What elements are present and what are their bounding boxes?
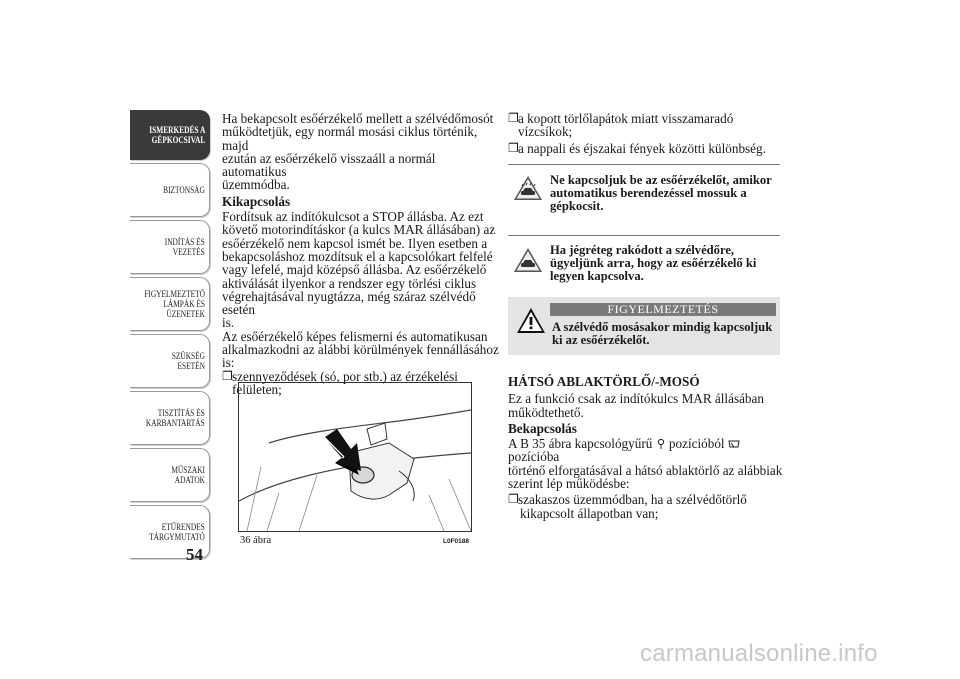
- tab-ismerkedes[interactable]: [130, 110, 210, 160]
- warning-line: automatikus berendezéssel mossuk a: [550, 185, 747, 200]
- exclamation-warning-icon: [516, 307, 546, 334]
- tab-label: ETŰRENDES TÁRGYMUTATÓ: [149, 522, 205, 542]
- car-wash-warning-icon: [513, 175, 543, 201]
- tab-inditas[interactable]: [130, 220, 210, 274]
- warning-text: [550, 244, 756, 282]
- list-item-text: a kopott törlőlapátok miatt visszamaradó vízcsíkok;: [518, 111, 734, 140]
- text-line: [508, 437, 788, 464]
- left-column: [222, 112, 502, 396]
- heading-bekapcsolas: Bekapcsolás: [508, 420, 577, 436]
- watermark: carmanualsonline.info: [640, 640, 878, 667]
- tab-label: SZÜKSÉG ESETÉN: [171, 351, 205, 371]
- text-line: is.: [222, 315, 235, 331]
- caution-box: [508, 297, 780, 355]
- heading-kikapcsolas: Kikapcsolás: [222, 193, 291, 209]
- tab-figyelmezteto[interactable]: [130, 277, 210, 331]
- text-fragment: pozícióból: [668, 436, 725, 452]
- right-column-top: [508, 112, 788, 155]
- text-line: végrehajtásával nyugtázza, még száraz szélvédő esetén: [222, 288, 476, 318]
- list-item-text: szakaszos üzemmódban, ha a szélvédőtörlő: [518, 492, 747, 508]
- figure-illustration: [239, 383, 471, 531]
- page-number: 54: [186, 545, 203, 564]
- text-line: ezután az esőérzékelő visszaáll a normál automatikus: [222, 150, 436, 180]
- list-item: [508, 493, 788, 506]
- text-line: Az esőérzékelő képes felismerni és automatikusan: [222, 328, 488, 344]
- text-line: Ha bekapcsolt esőérzékelő mellett a szélvédőmosót: [222, 111, 494, 126]
- right-column-bottom: [508, 375, 788, 520]
- text-line: történő elforgatásával a hátsó ablaktörlő az alábbiak: [508, 462, 783, 478]
- tab-muszaki[interactable]: [130, 448, 210, 502]
- section-title: HÁTSÓ ABLAKTÖRLŐ/-MOSÓ: [508, 374, 700, 389]
- warning-line: Ha jégréteg rakódott a szélvédőre,: [550, 243, 735, 257]
- off-position-icon: [656, 439, 666, 450]
- text-line: bekapcsoláshoz mozdítsuk el a kapcsolókart felfelé: [222, 248, 493, 264]
- warning-line: legyen kapcsolva.: [550, 268, 644, 283]
- text-line: követő motorindításkor (a kulcs MAR állásában) az: [222, 222, 496, 238]
- figure-caption: 36 ábra: [240, 535, 272, 546]
- bullet-icon: ❐: [222, 368, 233, 383]
- text-line: aktiválását ilyenkor a rendszer egy törlési ciklus: [222, 275, 477, 291]
- text-fragment: A B 35 ábra kapcsológyűrű: [508, 436, 653, 452]
- text-line: működtetjük, egy normál mosási ciklus történik, majd: [222, 124, 478, 153]
- bullet-icon: ❐: [508, 492, 519, 507]
- list-item-text: szennyeződések (só, por stb.) az érzékelési felületen;: [232, 368, 458, 397]
- list-item: [508, 142, 788, 155]
- text-line: vagy lefelé, majd középső állásba. Az esőérzékelő: [222, 262, 487, 278]
- caution-line: A szélvédő mosásakor mindig kapcsoljuk: [552, 320, 773, 334]
- tab-label: ISMERKEDÉS A GÉPKOCSIVAL: [149, 125, 205, 145]
- warning-line: ügyeljünk arra, hogy az esőérzékelő ki: [550, 255, 757, 270]
- chapter-sidebar: [130, 110, 212, 559]
- warning-text: [550, 174, 772, 212]
- text-line: üzemmódba.: [222, 177, 290, 193]
- tab-biztonsag[interactable]: [130, 163, 210, 217]
- figure-36: [238, 382, 472, 532]
- tab-label: MŰSZAKI ADATOK: [171, 465, 205, 485]
- tab-label: TISZTÍTÁS ÉS KARBANTARTÁS: [146, 408, 205, 428]
- tab-tisztitas[interactable]: [130, 391, 210, 445]
- warning-box-2: [508, 235, 780, 291]
- bullet-icon: ❐: [508, 140, 519, 155]
- caution-line: ki az esőérzékelőt.: [552, 332, 650, 347]
- car-warning-icon: [513, 247, 543, 273]
- text-line: szerint lép működésbe:: [508, 476, 630, 492]
- list-item-text: a nappali és éjszakai fények közötti különbség.: [518, 140, 766, 156]
- list-item-continuation: kikapcsolt állapotban van;: [520, 505, 659, 521]
- text-line: működtethető.: [508, 404, 584, 420]
- caution-text: [552, 321, 772, 347]
- text-fragment: pozícióba: [508, 449, 560, 465]
- warning-line: Ne kapcsoljuk be az esőérzékelőt, amikor: [550, 173, 772, 187]
- tab-szukseg[interactable]: [130, 334, 210, 388]
- list-item: [508, 112, 788, 139]
- tab-label: FIGYELMEZTETŐ LÁMPÁK ÉS ÜZENETEK: [144, 289, 205, 319]
- figure-code: L0F0188: [443, 538, 470, 545]
- warning-line: gépkocsit.: [550, 198, 604, 213]
- text-line: Fordítsuk az indítókulcsot a STOP állásba. Az ezt: [222, 209, 484, 225]
- tab-label: BIZTONSÁG: [163, 185, 205, 195]
- text-line: esőérzékelő nem kapcsol ismét be. Ilyen esetben a: [222, 235, 488, 251]
- text-line: alkalmazkodni az alábbi körülmények fennállásához: [222, 342, 499, 358]
- warning-box-1: [508, 164, 780, 225]
- text-line: is:: [222, 355, 235, 371]
- bullet-icon: ❐: [508, 111, 519, 125]
- text-line: Ez a funkció csak az indítókulcs MAR állásában: [508, 391, 764, 407]
- tab-label: INDÍTÁS ÉS VEZETÉS: [165, 237, 205, 257]
- rear-wiper-icon: [728, 439, 740, 450]
- caution-header: FIGYELMEZTETÉS: [550, 303, 776, 316]
